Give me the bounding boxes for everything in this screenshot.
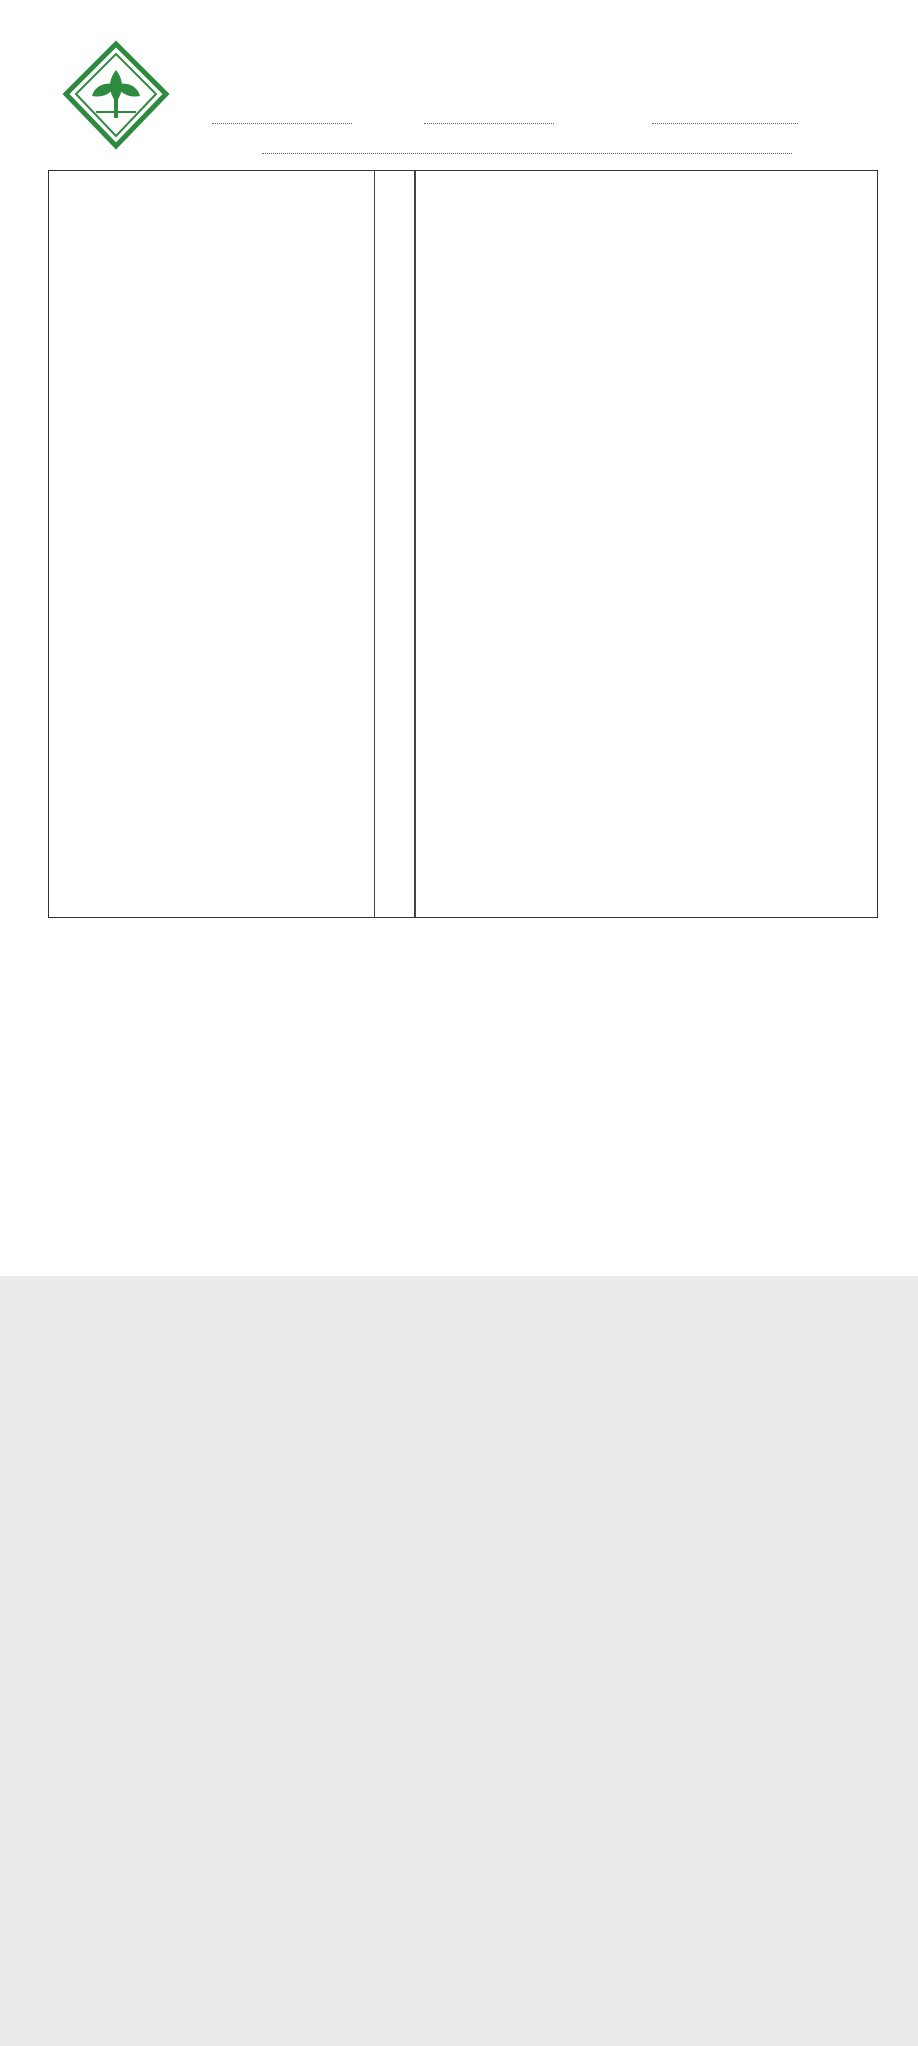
name-dotline [212,112,352,127]
surname-dotline [424,112,554,127]
school-logo [58,40,174,152]
advisor-dotline [262,142,792,157]
report-title-line [182,70,186,85]
grades-table [48,170,878,918]
id-dotline [652,112,798,127]
